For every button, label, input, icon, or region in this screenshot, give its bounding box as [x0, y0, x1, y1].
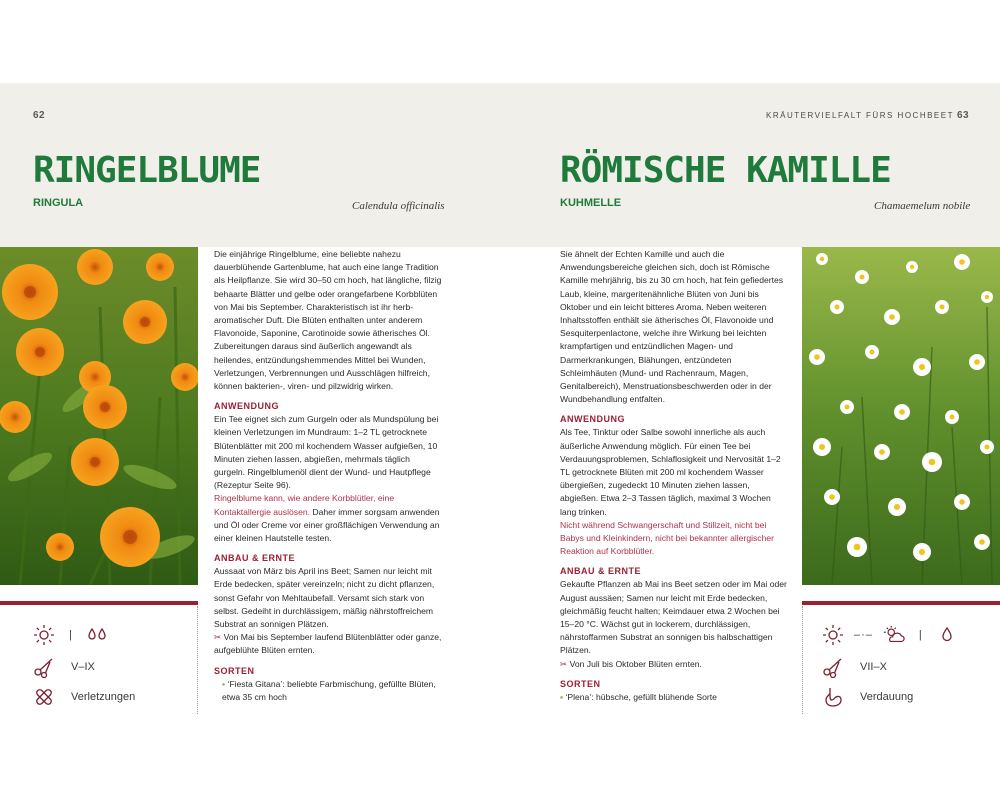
- anbau-text-right: Gekaufte Pflanzen ab Mai ins Beet setzen oder im Mai oder August aussäen; Samen nur leicht mit Erde bedecken, gleichmäßig feucht halten; Keimdauer etwa 2 Wochen bei 15–20 °C. Wächst gut in lockerem, durchlässigen, nährstoffarmen Substrat an sonnigen bis halbschattigen Plätzen.: [560, 579, 787, 656]
- water-drop-icon: [86, 624, 108, 646]
- facts-harvest-right: [822, 656, 887, 678]
- bandage-icon: [33, 686, 55, 708]
- page-number-left: 62: [33, 110, 46, 121]
- harvest-months-left: V–IX: [71, 661, 95, 673]
- facts-dotted-line-left: [197, 606, 198, 714]
- sorten-item-right: ‘Plena’: hübsche, gefüllt blühende Sorte: [565, 691, 717, 702]
- sorten-item-left: ‘Fiesta Gitana’: beliebte Farbmischung, gefüllte Blüten, etwa 35 cm hoch: [222, 678, 436, 702]
- facts-divider-right: [802, 601, 1000, 605]
- plant-title-right: RÖMISCHE KAMILLE: [560, 150, 891, 191]
- facts-use-left: [33, 686, 135, 708]
- facts-separator: |: [918, 629, 922, 641]
- sun-icon: [822, 624, 844, 646]
- facts-dotted-line-right: [802, 606, 803, 714]
- plant-title-left: RINGELBLUME: [33, 150, 261, 191]
- contraindication-warning-right: Nicht während Schwangerschaft und Stillzeit, nicht bei Babys und Kleinkindern, nicht bei bekannter allergischer Reaktion auf Korbblütler.: [560, 519, 775, 557]
- plant-subtitle-left: RINGULA: [33, 197, 84, 209]
- latin-name-left: Calendula officinalis: [352, 200, 445, 212]
- heading-sorten-left: SORTEN: [214, 665, 255, 676]
- harvest-scissors-icon: ✂: [214, 632, 222, 643]
- harvest-scissors-icon: [33, 656, 55, 678]
- facts-separator: |: [69, 629, 72, 641]
- heading-sorten-right: SORTEN: [560, 678, 601, 689]
- running-header: KRÄUTERVIELFALT FÜRS HOCHBEET: [766, 111, 954, 120]
- water-drop-icon: [936, 624, 958, 646]
- anwendung-text-right: Als Tee, Tinktur oder Salbe sowohl innerliche als auch äußerliche Anwendung möglich. Für einen Tee bei Verdauungsproblemen, Schlaflosigkeit und Nervosität 1–2 TL getrocknete Blüten mit 200 ml kochendem Wasser übergießen, zugedeckt 10 Minuten ziehen lassen, abgießen. Etwa 2–3 Tassen täglich, maximal 3 Wochen lang trinken.: [560, 427, 781, 517]
- bullet-icon: ▪: [222, 678, 226, 689]
- body-left: [214, 248, 442, 711]
- harvest-months-right: VII–X: [860, 661, 887, 673]
- heading-anbau-right: ANBAU & ERNTE: [560, 566, 642, 577]
- calendula-photo: [0, 247, 198, 585]
- allergy-warning-left: Ringelblume kann, wie andere Korbblütler, eine Kontaktallergie auslösen.: [214, 493, 395, 517]
- plant-subtitle-right: KUHMELLE: [560, 197, 622, 209]
- harvest-text-left: Von Mai bis September laufend Blütenblätter oder ganze, aufgeblühte Blüten ernten.: [214, 632, 442, 656]
- facts-harvest-left: [33, 656, 95, 678]
- facts-divider-left: [0, 601, 198, 605]
- facts-use-right: [822, 686, 913, 708]
- intro-right: Sie ähnelt der Echten Kamille und auch die Anwendungsbereiche gleichen sich, doch ist Römische Kamille mehrjährig, bis zu 30 cm hoch, hat fein gefiedertes Laub, kleine, margeritenähnliche Blüten von Juni bis Oktober und ein leicht bitteres Aroma. Neben weiteren Inhaltsstoffen enthält sie ätherisches Öl, Flavonoide und Sesquiterpenlactone, welche ihre Wirkung bei leichten krampfartigen und entzündlichen Magen- und Darmerkrankungen, Blähungen, entzündeten Schleimhäuten (Mund- und Rachenraum, Magen, Genitalbereich), Menstruationsbeschwerden oder in der Wundbehandlung entfalten.: [560, 249, 784, 405]
- facts-light-water-left: [33, 624, 108, 646]
- heading-anwendung-right: ANWENDUNG: [560, 414, 625, 425]
- facts-light-water-right: [822, 624, 958, 646]
- anbau-text-left: Aussaat von März bis April ins Beet; Samen nur leicht mit Erde bedecken, später vereinzeln; nicht zu dicht pflanzen, sonst Gefahr von Mehltaubefall. Versamt sich stark von selbst. Gedeiht in durchlässigem, mäßig nährstoffreichem Substrat an sonnigen Plätzen.: [214, 566, 435, 630]
- bullet-icon: ▪: [560, 691, 564, 702]
- use-label-left: Verletzungen: [71, 691, 136, 703]
- intro-left: Die einjährige Ringelblume, eine beliebte nahezu dauerblühende Gartenblume, hat auch eine lange Tradition als Heilpflanze. Sie wird 30–50 cm hoch, hat längliche, filzig behaarte Blätter und gelbe oder orangefarbene Korbblüten von Mai bis September. Charakteristisch ist ihr herb-aromatischer Duft. Die Blüten enthalten unter anderem Flavonoide, Saponine, Carotinoide sowie ätherisches Öl. Zubereitungen daraus sind äußerlich angewandt als heilendes, entzündungshemmendes Mittel bei Wunden, Verletzungen, Verbrennungen und Ausschlägen hilfreich, können bakterien-, viren- und pilzwidrig wirken.: [214, 249, 442, 392]
- chamomile-photo: [802, 247, 1000, 585]
- harvest-scissors-icon: [822, 656, 844, 678]
- harvest-text-right: Von Juli bis Oktober Blüten ernten.: [569, 658, 702, 669]
- latin-name-right: Chamaemelum nobile: [874, 200, 971, 212]
- body-right: [560, 248, 788, 711]
- use-label-right: Verdauung: [860, 691, 914, 703]
- anwendung-text2-left: Daher immer sorgsam anwenden und Öl oder Creme vor einer großflächigen Verwendung an einer kleinen Hautstelle testen.: [214, 506, 440, 544]
- harvest-scissors-icon: ✂: [560, 658, 568, 669]
- heading-anwendung-left: ANWENDUNG: [214, 401, 279, 412]
- anwendung-text-left: Ein Tee eignet sich zum Gurgeln oder als Mundspülung bei kleinen Verletzungen im Mundraum: 1–2 TL getrocknete Blütenblätter mit 200 ml kochendem Wasser aufgießen, 10 Minuten ziehen lassen, abgießen, mehrmals täglich gurgeln. Ringelblumenöl dient der Wund- und Hautpflege (Rezeptur Seite 96).: [214, 414, 439, 491]
- stomach-icon: [822, 686, 844, 708]
- heading-anbau-left: ANBAU & ERNTE: [214, 553, 296, 564]
- sun-icon: [33, 624, 55, 646]
- dash-separator-icon: –·–: [854, 629, 873, 641]
- sun-cloud-icon: [883, 624, 905, 646]
- page-number-right: 63: [957, 110, 970, 121]
